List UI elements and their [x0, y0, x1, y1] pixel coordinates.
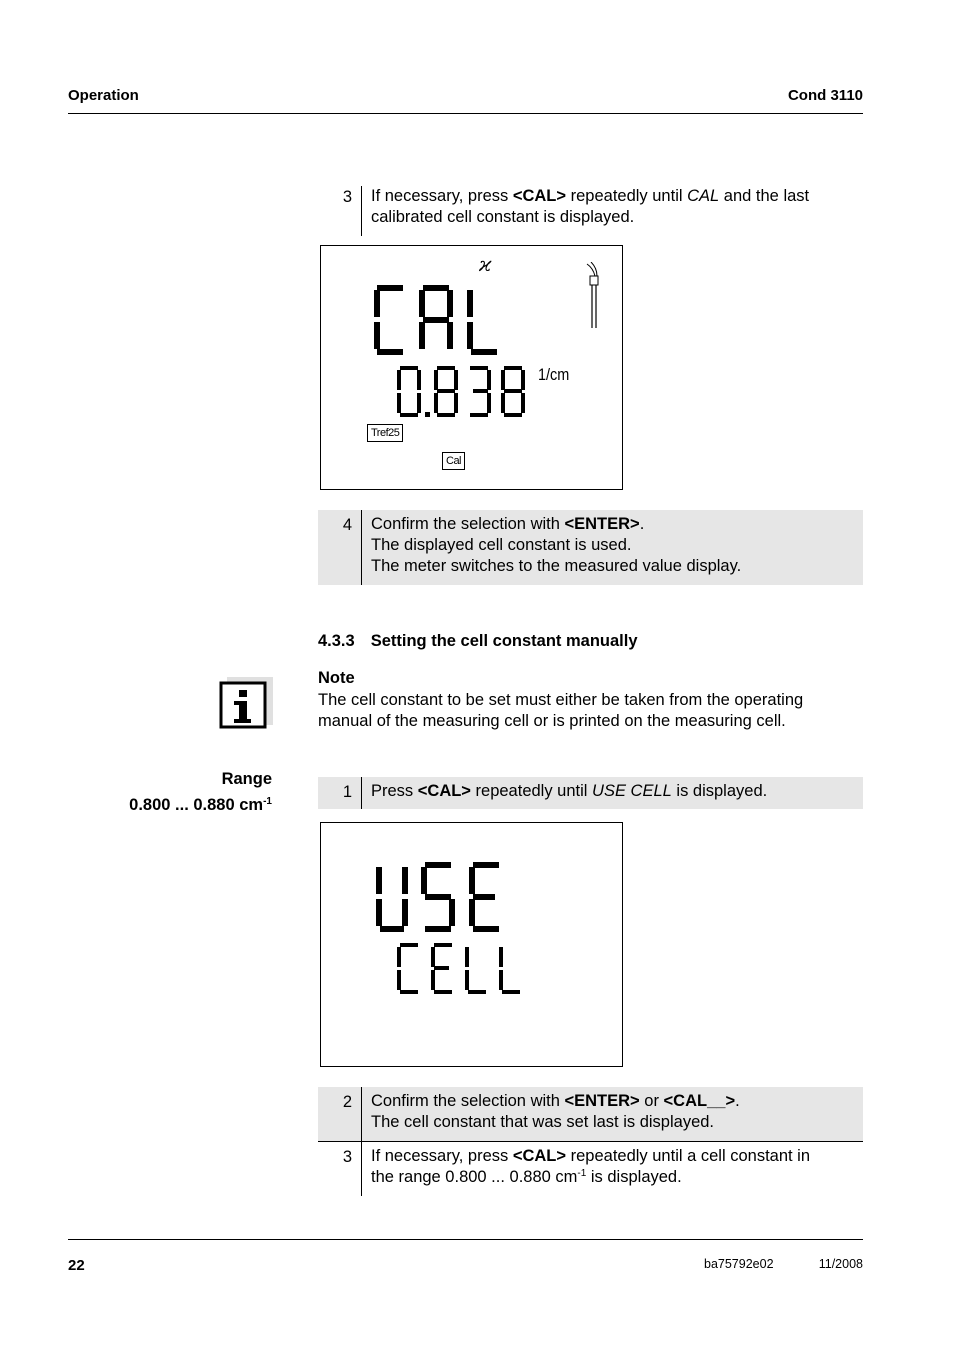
doc-date: 11/2008	[818, 1257, 863, 1271]
header-product: Cond 3110	[787, 87, 863, 104]
range-label: Range	[221, 770, 272, 788]
step-text-line1: If necessary, press <CAL> repeatedly until CAL and the last	[371, 187, 810, 205]
step-3-top	[318, 186, 863, 236]
step-text-line1: Confirm the selection with <ENTER>.	[371, 515, 645, 533]
doc-number: ba75792e02	[704, 1257, 774, 1271]
step-text-line1: Press <CAL> repeatedly until USE CELL is displayed.	[371, 782, 768, 800]
info-icon	[219, 677, 273, 729]
lcd-line1	[375, 861, 503, 933]
step-text-line2: The cell constant that was set last is displayed.	[371, 1113, 715, 1131]
section-number: 4.3.3	[318, 632, 355, 650]
page-number: 22	[68, 1257, 85, 1274]
step-divider	[361, 1142, 362, 1196]
step-divider	[361, 777, 362, 809]
step-3-bottom	[318, 1142, 863, 1196]
step-text-line2: the range 0.800 ... 0.880 $cm^{-1}$ is displayed.	[371, 1168, 682, 1186]
unit-label: 1/cm	[538, 365, 570, 384]
step-text-line2: The displayed cell constant is used.	[371, 536, 632, 554]
lcd-main-text	[373, 284, 503, 356]
lcd-line2	[397, 943, 525, 995]
step-1	[318, 777, 863, 809]
lcd-value	[397, 366, 529, 418]
probe-icon	[583, 262, 603, 332]
step-number: 2	[342, 1093, 352, 1111]
step-4	[318, 510, 863, 585]
step-text-line1: Confirm the selection with <ENTER> or <CAL__>.	[371, 1092, 740, 1110]
step-number: 4	[342, 516, 352, 534]
range-value: 0.800 ... 0.880 $cm^{-1}$	[129, 796, 272, 814]
step-divider	[361, 510, 362, 585]
step-text-line3: The meter switches to the measured value display.	[371, 557, 742, 575]
header-rule	[68, 113, 863, 114]
step-2	[318, 1087, 863, 1141]
lcd-display-cal	[320, 245, 623, 490]
step-number: 1	[342, 783, 352, 801]
step-divider	[361, 1087, 362, 1141]
header-section: Operation	[68, 87, 139, 104]
section-title: Setting the cell constant manually	[370, 632, 638, 650]
note-title: Note	[318, 669, 355, 687]
note-body	[318, 690, 863, 732]
step-divider	[361, 186, 362, 236]
step-text-line2: calibrated cell constant is displayed.	[371, 208, 635, 226]
note-line1: The cell constant to be set must either be taken from the operating	[318, 691, 804, 709]
conductivity-symbol: ϰ	[479, 252, 492, 276]
note-line2: manual of the measuring cell or is printed on the measuring cell.	[318, 712, 786, 730]
step-number: 3	[342, 1148, 352, 1166]
lcd-display-use-cell	[320, 822, 623, 1067]
cal-indicator: Cal	[442, 452, 465, 470]
footer-rule	[68, 1239, 863, 1240]
section-heading	[318, 632, 638, 651]
step-text-line1: If necessary, press <CAL> repeatedly until a cell constant in	[371, 1147, 811, 1165]
step-number: 3	[342, 188, 352, 206]
tref-indicator: Tref25	[367, 424, 403, 442]
